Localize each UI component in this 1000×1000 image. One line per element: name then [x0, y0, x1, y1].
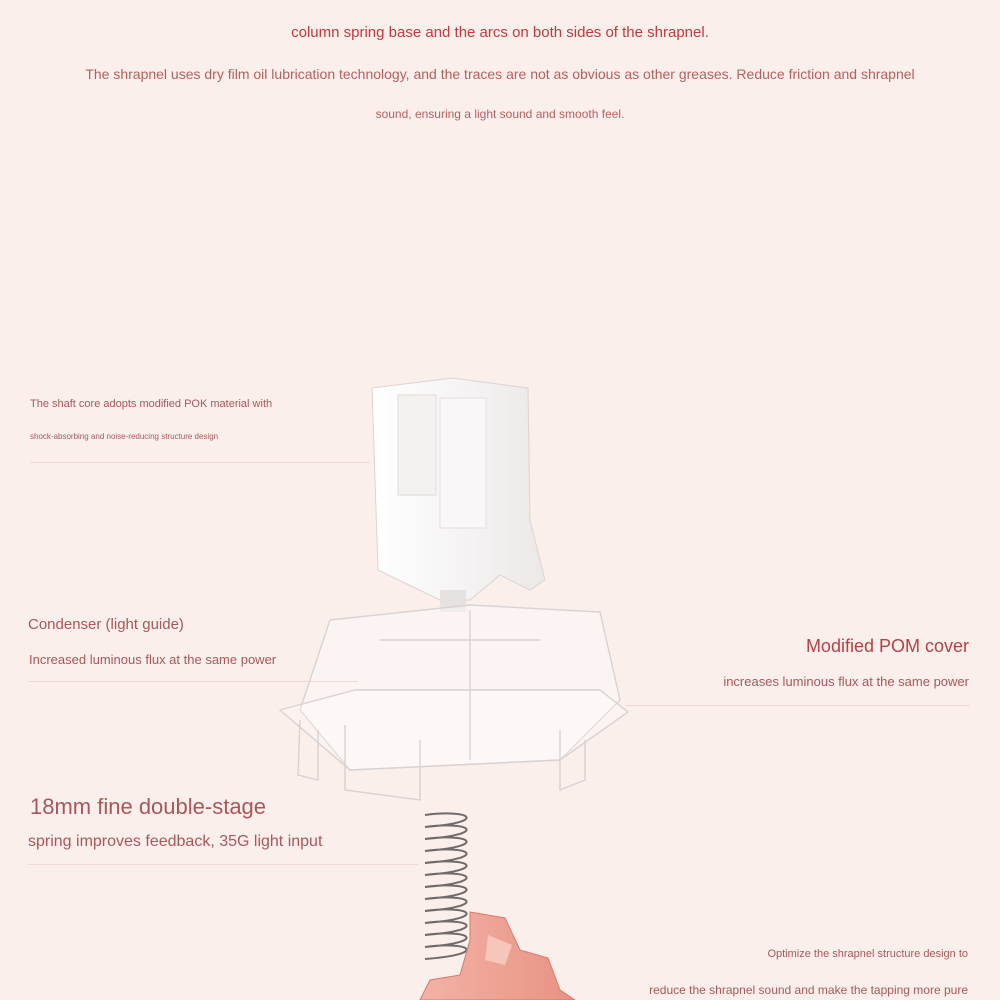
pom-cover-housing [280, 605, 628, 800]
pom-cover-title: Modified POM cover [805, 636, 969, 656]
shaft-core-callout-line-1: The shaft core adopts modified POK material with [30, 398, 273, 410]
spring-title: 18mm fine double-stage [30, 794, 267, 819]
condenser-title: Condenser (light guide) [28, 616, 184, 633]
condenser-desc: Increased luminous flux at the same power [29, 652, 277, 667]
shaft-core-divider [30, 462, 370, 463]
intro-line-1: column spring base and the arcs on both sides of the shrapnel. [291, 24, 709, 41]
condenser-divider [28, 681, 358, 682]
pom-cover-desc: increases luminous flux at the same power [723, 674, 969, 689]
shrapnel-callout-line-2: reduce the shrapnel sound and make the tapping more pure [649, 983, 968, 997]
intro-line-3: sound, ensuring a light sound and smooth feel. [375, 107, 625, 121]
shrapnel-contact [420, 912, 575, 1000]
shrapnel-callout-line-1: Optimize the shrapnel structure design to [767, 948, 968, 960]
shaft-core-callout-line-2: shock-absorbing and noise-reducing structure design [30, 432, 219, 441]
spring-desc: spring improves feedback, 35G light input [28, 833, 323, 850]
intro-line-2: The shrapnel uses dry film oil lubrication technology, and the traces are not as obvious as other greases. Reduce friction and shrapnel [85, 66, 915, 82]
pom-cover-divider [626, 705, 970, 706]
shaft-core-stem [372, 378, 545, 612]
double-stage-spring [425, 813, 467, 959]
spring-divider [28, 864, 418, 865]
